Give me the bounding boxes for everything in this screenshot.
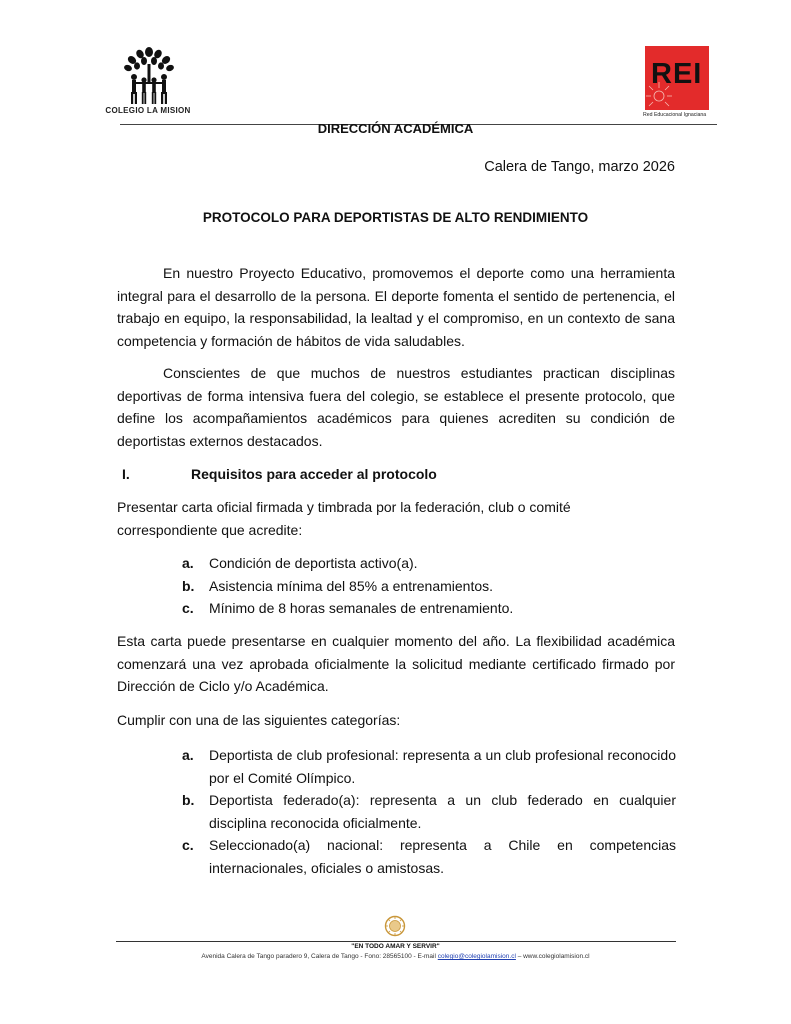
list-item xyxy=(182,597,676,620)
rei-caption: Red Educacional Ignaciana xyxy=(643,112,707,118)
categories-list xyxy=(182,744,676,879)
intro-paragraph: En nuestro Proyecto Educativo, promovemos el deporte como una herramienta integral para el desarrollo de la persona. El deporte fomenta el sentido de pertenencia, el trabajo en equipo, la responsabilidad, la lealtad y el compromiso, en un contexto de sana competencia y formación de hábitos de vida saludables. xyxy=(117,265,675,349)
categories-intro: Cumplir con una de las siguientes categorías: xyxy=(117,712,401,728)
school-logo xyxy=(104,44,194,120)
section-title: Requisitos para acceder al protocolo xyxy=(191,466,437,482)
rei-logo-box xyxy=(645,46,709,110)
list-marker: c. xyxy=(182,600,194,616)
requirements-paragraph: Presentar carta oficial firmada y timbrada por la federación, club o comité correspondiente que acredite: xyxy=(117,499,571,538)
list-item-text: Deportista federado(a): representa a un club federado en cualquier disciplina reconocida oficialmente. xyxy=(209,792,676,831)
list-item-text: Seleccionado(a) nacional: representa a Chile en competencias internacionales, oficiales o amistosas. xyxy=(209,837,676,876)
list-marker: a. xyxy=(182,555,194,571)
tree-family-icon xyxy=(104,44,194,106)
rei-logo-text: REI xyxy=(651,58,703,90)
list-marker: a. xyxy=(182,747,194,763)
list-marker: b. xyxy=(182,577,195,594)
context-paragraph: Conscientes de que muchos de nuestros estudiantes practican disciplinas deportivas de forma intensiva fuera del colegio, se establece el presente protocolo, que define los acompañamientos académicos para quienes acrediten su condición de deportistas externos destacados. xyxy=(117,365,675,449)
flexibility-paragraph: Esta carta puede presentarse en cualquier momento del año. La flexibilidad académica comenzará una vez aprobada oficialmente la solicitud mediante certificado firmado por Dirección de Ciclo y/o Académica. xyxy=(117,633,675,694)
rei-logo xyxy=(643,46,713,121)
list-marker: c. xyxy=(182,837,194,853)
list-item xyxy=(182,744,676,789)
list-item xyxy=(182,552,676,575)
document-title: PROTOCOLO PARA DEPORTISTAS DE ALTO RENDIMIENTO xyxy=(202,210,589,225)
email-link[interactable]: colegio@colegiolamision.cl xyxy=(437,953,516,960)
requirements-list xyxy=(182,552,676,620)
list-item-text: Deportista de club profesional: representa a un club profesional reconocido por el Comité Olímpico. xyxy=(209,747,676,786)
footer-motto: "EN TODO AMAR Y SERVIR" xyxy=(351,943,440,950)
list-item xyxy=(182,575,676,598)
list-item-text: Condición de deportista activo(a). xyxy=(209,555,418,571)
section-heading xyxy=(117,463,675,486)
place-date: Calera de Tango, marzo 2026 xyxy=(484,159,675,175)
department-heading: DIRECCIÓN ACADÉMICA xyxy=(317,121,474,136)
list-marker: b. xyxy=(182,792,195,808)
footer-divider xyxy=(116,941,676,942)
section-number: I. xyxy=(122,466,130,482)
list-item xyxy=(182,789,676,834)
school-name: COLEGIO LA MISION xyxy=(105,106,191,115)
footer-contact xyxy=(0,953,791,960)
seal-icon xyxy=(384,915,406,937)
footer-address: Avenida Calera de Tango paradero 9, Calera de Tango - Fono: 28565100 - E-mail xyxy=(201,953,436,960)
list-item-text: Mínimo de 8 horas semanales de entrenamiento. xyxy=(209,600,514,616)
footer-website: – www.colegiolamision.cl xyxy=(515,953,590,960)
list-item-text: Asistencia mínima del 85% a entrenamientos. xyxy=(209,577,494,594)
list-item xyxy=(182,834,676,879)
